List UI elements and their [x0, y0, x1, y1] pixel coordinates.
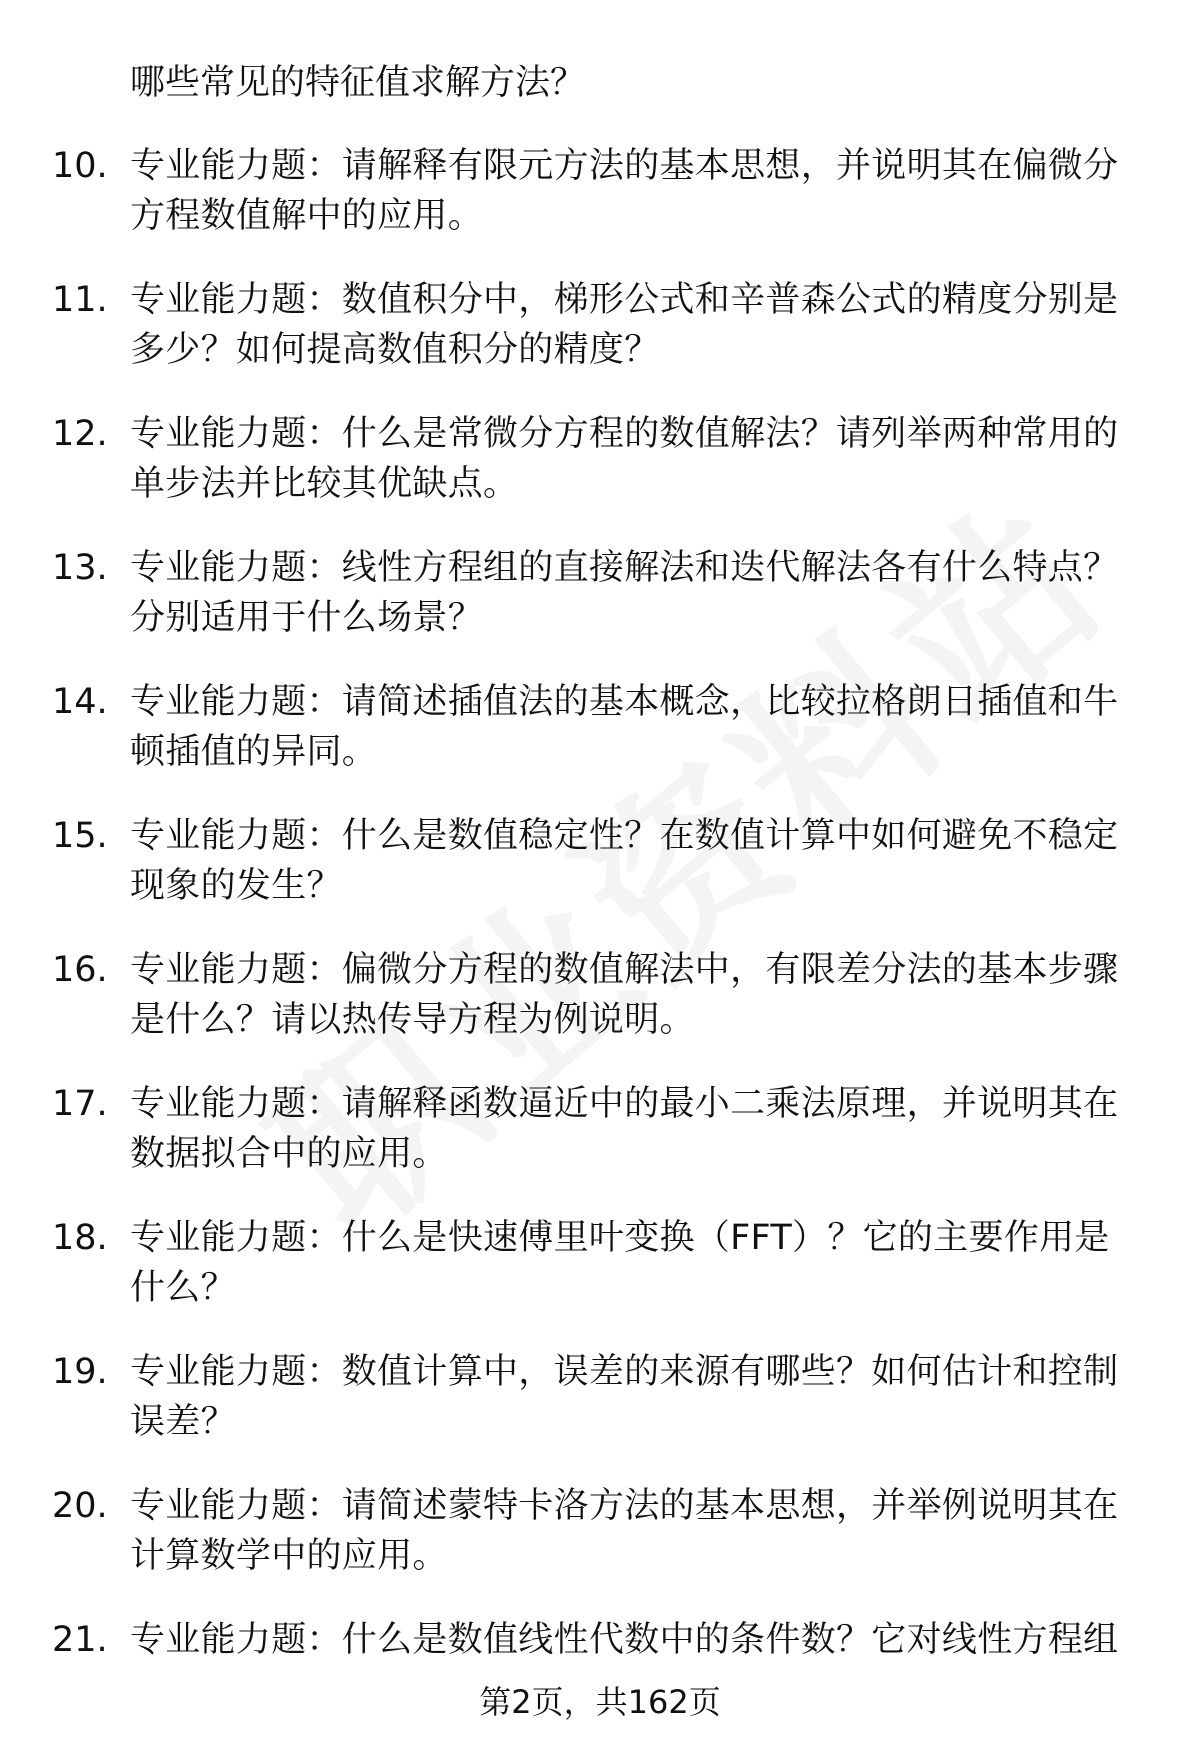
- question-text: 专业能力题：偏微分方程的数值解法中，有限差分法的基本步骤是什么？请以热传导方程为例说明。: [130, 950, 1119, 1040]
- list-item: [0, 1213, 1200, 1347]
- question-text: 专业能力题：数值积分中，梯形公式和辛普森公式的精度分别是多少？如何提高数值积分的精度？: [130, 280, 1119, 370]
- list-item: [0, 275, 1200, 409]
- question-number: 10.: [52, 146, 108, 186]
- list-item: [0, 677, 1200, 811]
- question-text: 专业能力题：请简述蒙特卡洛方法的基本思想，并举例说明其在计算数学中的应用。: [130, 1486, 1119, 1576]
- list-item: [0, 1481, 1200, 1615]
- question-number: 11.: [52, 280, 108, 320]
- list-item: [0, 141, 1200, 275]
- question-text: 专业能力题：请解释函数逼近中的最小二乘法原理，并说明其在数据拟合中的应用。: [130, 1084, 1119, 1174]
- list-item: [0, 543, 1200, 677]
- list-item: [0, 1079, 1200, 1213]
- question-number: 13.: [52, 548, 108, 588]
- question-number: 14.: [52, 682, 108, 722]
- question-text: 专业能力题：什么是数值稳定性？在数值计算中如何避免不稳定现象的发生？: [130, 816, 1119, 906]
- continued-question-text: 哪些常见的特征值求解方法？: [130, 63, 586, 103]
- question-text: 专业能力题：线性方程组的直接解法和迭代解法各有什么特点？分别适用于什么场景？: [130, 548, 1119, 638]
- question-number: 18.: [52, 1218, 108, 1258]
- question-number: 16.: [52, 950, 108, 990]
- question-text: 专业能力题：什么是数值线性代数中的条件数？它对线性方程组: [130, 1620, 1119, 1660]
- question-number: 17.: [52, 1084, 108, 1124]
- question-number: 21.: [52, 1620, 108, 1660]
- list-item: [0, 945, 1200, 1079]
- question-text: 专业能力题：什么是快速傅里叶变换（FFT）？它的主要作用是什么？: [130, 1218, 1110, 1308]
- question-text: 专业能力题：什么是常微分方程的数值解法？请列举两种常用的单步法并比较其优缺点。: [130, 414, 1119, 504]
- question-text: 专业能力题：请解释有限元方法的基本思想，并说明其在偏微分方程数值解中的应用。: [130, 146, 1119, 236]
- question-number: 19.: [52, 1352, 108, 1392]
- question-list: [0, 141, 1200, 1749]
- question-number: 20.: [52, 1486, 108, 1526]
- page-number-footer: 第2页，共162页: [479, 1683, 721, 1721]
- question-text: 专业能力题：数值计算中，误差的来源有哪些？如何估计和控制误差？: [130, 1352, 1119, 1442]
- list-item: [0, 1347, 1200, 1481]
- question-number: 15.: [52, 816, 108, 856]
- question-number: 12.: [52, 414, 108, 454]
- list-item: [0, 409, 1200, 543]
- list-item: [0, 811, 1200, 945]
- question-text: 专业能力题：请简述插值法的基本概念，比较拉格朗日插值和牛顿插值的异同。: [130, 682, 1119, 772]
